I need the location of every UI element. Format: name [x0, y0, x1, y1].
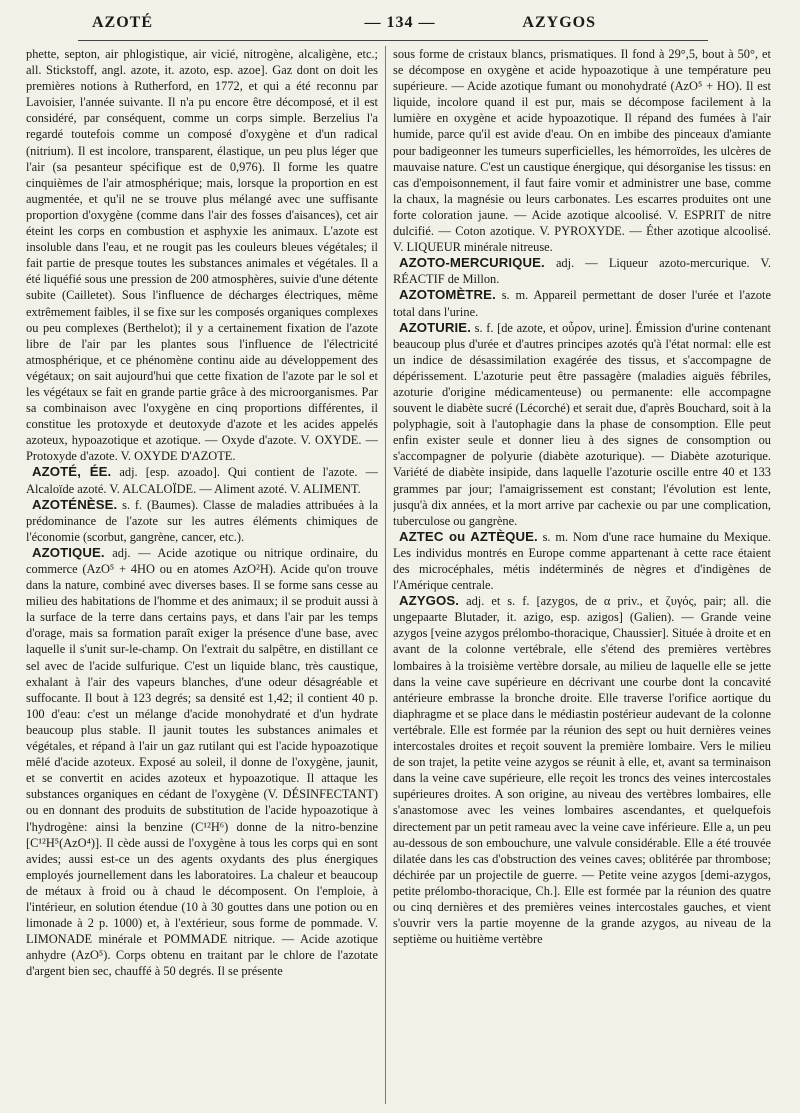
dictionary-entry: AZOTOMÈTRE. s. m. Appareil permettant de doser l'urée et l'azote total dans l'urine.	[393, 287, 771, 319]
dictionary-entry: AZOTIQUE. adj. — Acide azotique ou nitrique ordinaire, du commerce (AzO⁵ + 4HO ou en atomes AzO²H). Acide qu'on trouve dans la nature, combiné avec diverses bases. Il se forme sans cesse au milieu des habitations de l'homme et des animaux; il se produit aussi à la surface de la terre dans certains pays, et dans l'air par les temps d'orage, mais sa formation paraît exiger la présence d'une base, avec laquelle il s'unit sur-le-champ. On l'extrait du salpêtre, en distillant ce sel avec de l'acide sulfurique. C'est un liquide blanc, très caustique, exhalant à l'air des vapeurs blanches, d'une odeur désagréable et suffocante. Il bout à 123 degrés; sa densité est 1,42; il contient 40 p. 100 d'eau: c'est un mélange d'acide monohydraté et d'un hydrate beaucoup plus stable. Il jaunit toutes les substances animales et végétales, et répand à l'air un gaz rutilant qui est l'acide hypoazotique mêlé d'acide azoteux. Exposé au soleil, il donne de l'oxygène, jaunit, et se convertit en acides azoteux et hypoazotique. Il attaque les substances organiques en cédant de l'oxygène (V. DÉSINFECTANT) ou en donnant des produits de substitution de l'acide hypoazotique à l'hydrogène: ainsi la benzine (C¹²H⁶) donne de la nitro-benzine [C¹²H⁵(AzO⁴)]. Il cède aussi de l'oxygène à tous les corps qui en sont avides; aussi est-ce un des agents oxydants des plus énergiques employés journellement dans les laboratoires. La chaleur et beaucoup de métaux à froid ou à chaud le décomposent. On l'emploie, à l'intérieur, en solution étendue (10 à 30 gouttes dans une potion ou en limonade à 2 p. 1000) et, à l'extérieur, sous forme de pommade. V. LIMONADE minérale et POMMADE nitrique. — Acide azotique anhydre (AzO⁵). Corps obtenu en traitant par le chlore de l'azotate d'argent bien sec, chauffé à 50 degrés. Il se présente	[26, 544, 378, 979]
dictionary-entry: AZOTO-MERCURIQUE. adj. — Liqueur azoto-mercurique. V. RÉACTIF de Millon.	[393, 255, 771, 287]
entry-headword: AZOTIQUE.	[32, 544, 105, 560]
header-right-word: AZYGOS	[522, 14, 596, 31]
page-number: — 134 —	[364, 14, 436, 31]
entry-headword: AZOTOMÈTRE.	[399, 287, 496, 303]
entry-headword: AZOTURIE.	[399, 319, 471, 335]
right-column	[393, 46, 771, 1104]
dictionary-entry: AZOTÉ, ÉE. adj. [esp. azoado]. Qui contient de l'azote. — Alcaloïde azoté. V. ALCALOÏDE. — Aliment azoté. V. ALIMENT.	[26, 464, 378, 496]
dictionary-entry: AZYGOS. adj. et s. f. [azygos, de α priv., et ζυγός, pair; all. die ungepaarte Blutader, it. azigo, esp. azigos] (Galien). — Grande veine azygos [veine azygos prélombo-thoracique, Chaussier]. Située à droite et en avant de la colonne vertébrale, elle s'étend des premières vertèbres lombaires à la troisième vertèbre dorsale, au milieu de laquelle elle se jette dans la veine cave supérieure en décrivant une courbe dont la concavité antérieure embrasse la bronche droite. Elle traverse l'orifice aortique du diaphragme et se place dans le médiastin postérieur audevant de la colonne vertébrale. Elle est formée par la réunion des sept ou huit dernières veines intercostales droites et reçoit souvent la première lombaire. Vers le milieu de son trajet, la petite veine azygos se réunit à elle, et, avant sa terminaison dans la veine cave supérieure, elle reçoit les troncs des veines intercostales supérieures droites. A son origine, au niveau des vertèbres lombaires, elle s'anastomose avec les veines lombaires ascendantes, et quelquefois directement par un petit rameau avec la veine cave inférieure. Elle a, un peu au-dessous de son embouchure, une valvule considérable. Elle a été trouvée dilatée dans les cas d'obstruction des veines caves; oblitérée par thrombose; déchirée par un projectile de guerre. — Petite veine azygos [demi-azygos, petite prélombo-thoracique, Ch.]. Elle est formée par la réunion des quatre ou cinq dernières et des premières veines intercostales gauches, et vient s'ouvrir vers la partie moyenne de la grande azygos, au niveau de la septième ou huitième vertèbre	[393, 593, 771, 947]
left-column	[26, 46, 378, 1104]
entry-headword: AZOTO-MERCURIQUE.	[399, 255, 545, 271]
page-header	[24, 14, 776, 38]
entry-headword: AZYGOS.	[399, 593, 460, 609]
dictionary-entry: AZTEC ou AZTÈQUE. s. m. Nom d'une race humaine du Mexique. Les individus montrés en Europe comme appartenant à cette race étaient des microcéphales, métis indéterminés de nègres et d'indigènes de l'Amérique centrale.	[393, 528, 771, 593]
entry-continuation: sous forme de cristaux blancs, prismatiques. Il fond à 29°,5, bout à 50°, et se décompose en oxygène et acide hypoazotique à une température peu supérieure. — Acide azotique fumant ou monohydraté (AzO⁵ + HO). Il est liquide, incolore quand il est pur, mais se décompose facilement à la lumière en oxygène et acide hypoazotique. Il répand des fumées à l'air humide, parce qu'il est avide d'eau. On en imbibe des pinceaux d'amiante pour badigeonner les tumeurs superficielles, les hémorroïdes, les ulcères de mauvaise nature. C'est un caustique énergique, qui désorganise les tissus: en cas d'empoisonnement, il faut faire vomir et administrer une base, comme la chaux, la magnésie ou leurs carbonates. Les escarres produites ont une forte coloration jaune. — Acide azotique alcoolisé. V. ESPRIT de nitre dulcifié. — Coton azotique. V. PYROXYDE. — Éther azotique alcoolisé. V. LIQUEUR minérale nitreuse.	[393, 47, 771, 255]
dictionary-entry: AZOTÉNÈSE. s. f. (Baumes). Classe de maladies attribuées à la prédominance de l'azote sur les autres éléments chimiques de l'économie (scorbut, gangrène, cancer, etc.).	[26, 496, 378, 544]
column-divider	[385, 46, 386, 1104]
entry-continuation: phette, septon, air phlogistique, air vicié, nitrogène, alcaligène, etc.; all. Stickstoff, angl. azote, it. azoto, esp. azoe]. Gaz dont on doit les premières notions à Rutherford, en 1772, et qui a été reconnu par Lavoisier, l'année suivante. Il n'a pu encore être décomposé, et il est considéré, par conséquent, comme un corps simple. Berzelius l'a regardé toutefois comme un composé d'oxygène et d'un radical (nitrium). Il est incolore, transparent, élastique, un peu plus léger que l'air (sa pesanteur spécifique est de 0,976). Il forme les quatre cinquièmes de l'air atmosphérique; mais, lorsque la proportion en est augmentée, et qu'il ne se trouve plus mélangé avec une suffisante proportion d'oxygène (comme dans l'air des fosses d'aisances), cet air éteint les corps en combustion et asphyxie les animaux. L'azote est insoluble dans l'eau, et ne rougit pas les couleurs bleues végétales; il fait partie de presque toutes les substances animales et végétales. Il a été liquéfié sous une pression de 200 atmosphères, suivie d'une détente subite (Cailletet). Sous l'influence de décharges électriques, même extrêmement faibles, il se fixe sur les composés organiques complexes ou peu complexes (Berthelot); il y a certainement fixation de l'azote libre de l'air par les plantes sous l'influence de l'électricité atmosphérique, et ce phénomène continu aide au développement des végétaux; on sait aujourd'hui que cette fixation de l'azote par le sol et les végétaux se fait en grande partie grâce à des microorganismes. Par sa combinaison avec l'oxygène en cinq proportions différentes, il constitue les protoxyde et deutoxyde d'azote et les acides appelés azoteux, hypoazotique et azotique. — Oxyde d'azote. V. OXYDE. — Protoxyde d'azote. V. OXYDE D'AZOTE.	[26, 47, 378, 464]
entry-headword: AZOTÉ, ÉE.	[32, 464, 112, 480]
header-left-word: AZOTÉ	[92, 14, 154, 31]
dictionary-entry: AZOTURIE. s. f. [de azote, et οὖρον, urine]. Émission d'urine contenant beaucoup plus d'urée et d'autres principes azotés qu'à l'état normal: elle est un indice de désassimilation exagérée des tissus, et s'accompagne de dépérissement. L'azoturie peut être passagère (maladies aiguës fébriles, azoturie d'origine médicamenteuse) ou permanente: elle accompagne souvent le diabète sucré (Lécorché) et serait due, d'après Bouchard, soit à la polyphagie, soit à l'autophagie dans la phase de consomption. Elle peut enfin exister seule et donner lieu à des signes de consomption ou s'accompagner de polyurie (diabète azoturique). — Diabète azoturique. Variété de diabète insipide, dans laquelle l'azoturie oscille entre 40 et 133 grammes par jour; l'amaigrissement est constant; l'évolution est lente, jusqu'à dix années, et la mort arrive par cachexie ou par une complication, tuberculose ou gangrène.	[393, 319, 771, 528]
entry-headword: AZOTÉNÈSE.	[32, 496, 118, 512]
header-rule	[78, 40, 708, 41]
entry-headword: AZTEC ou AZTÈQUE.	[399, 528, 538, 544]
